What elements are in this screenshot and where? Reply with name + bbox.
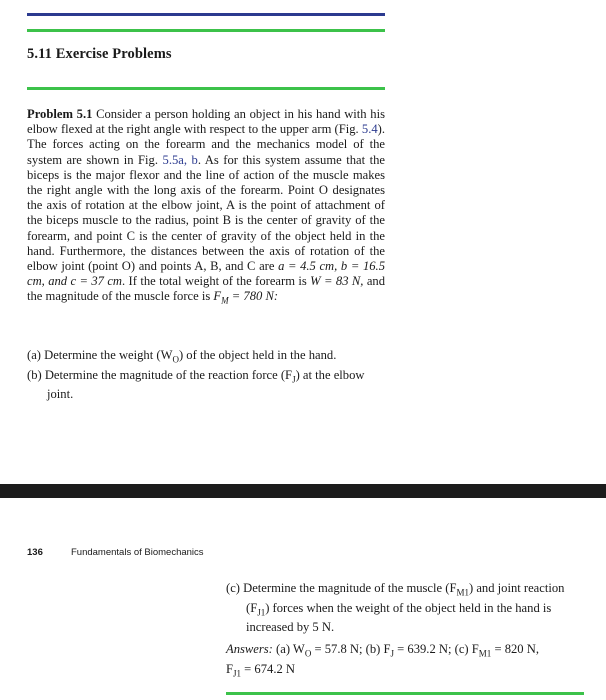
distance-a: a = 4.5 cm, [278, 259, 338, 274]
page-number: 136 [27, 547, 43, 558]
forearm-weight: W = 83 N, [310, 274, 364, 289]
figure-ref-5-4[interactable]: 5.4 [361, 122, 378, 137]
section-green-rule [27, 87, 385, 90]
distance-b: b = 16.5 cm, and [27, 259, 385, 289]
figure-ref-5-5[interactable]: 5.5a, b [162, 152, 198, 167]
section-title: 5.11 Exercise Problems [27, 46, 172, 62]
problem-5-1-text: Problem 5.1 Consider a person holding an object in his hand with his elbow flexed at the right angle with respect to the upper arm (Fig. 5.4). The forces acting on the forearm and the mechanics model of the system are shown in Fig. 5.5a, b. As for this system assume that the biceps is the major flexor and the line of action of the muscle makes the right angle with the long axis of the forearm. Point O designates the axis of rotation at the elbow joint, A is the point of attachment of the biceps muscle to the radius, point B is the center of gravity of the forearm, and point C is the center of gravity of the object held in the hand. Furthermore, the distances between the axis of rotation of the elbow joint (point O) and points A, B, and C are a = 4.5 cm, b = 16.5 cm, and c = 37 cm. If the total weight of the forearm is W = 83 N, and the magnitude of the muscle force is $F_M = 780$ N: [27, 107, 386, 306]
problem-lead: Problem 5.1 [27, 107, 93, 121]
book-title: Fundamentals of Biomechanics [71, 547, 204, 558]
part-a: (a) Determine the weight $(W_O)$ of the object held in the hand. [27, 348, 337, 365]
part-b: (b) Determine the magnitude of the reaction force $(F_J)$ at the elbow joint. [27, 367, 365, 402]
bottom-green-rule [226, 692, 584, 695]
page-break-band [0, 484, 606, 498]
page-footer [27, 547, 204, 558]
top-green-rule [27, 29, 385, 32]
muscle-force: $F_M = 780$ N: [213, 289, 279, 306]
problem-parts-list [27, 348, 385, 403]
distance-c: c = 37 cm [70, 274, 123, 289]
answers-label: Answers: [226, 642, 273, 656]
answers: Answers: (a) $W_O = 57.8$ N; (b) $F_J = 639.2$ N; (c) $F_{M1} = 820$ N, $F_{J1} = 674.2$ N [226, 642, 539, 679]
part-c: (c) Determine the magnitude of the muscle $(F_{M1})$ and joint reaction $(F_{J1})$ forces when the weight of the object held in the hand is increased by 5 N. [226, 581, 565, 635]
top-blue-rule [27, 13, 385, 16]
